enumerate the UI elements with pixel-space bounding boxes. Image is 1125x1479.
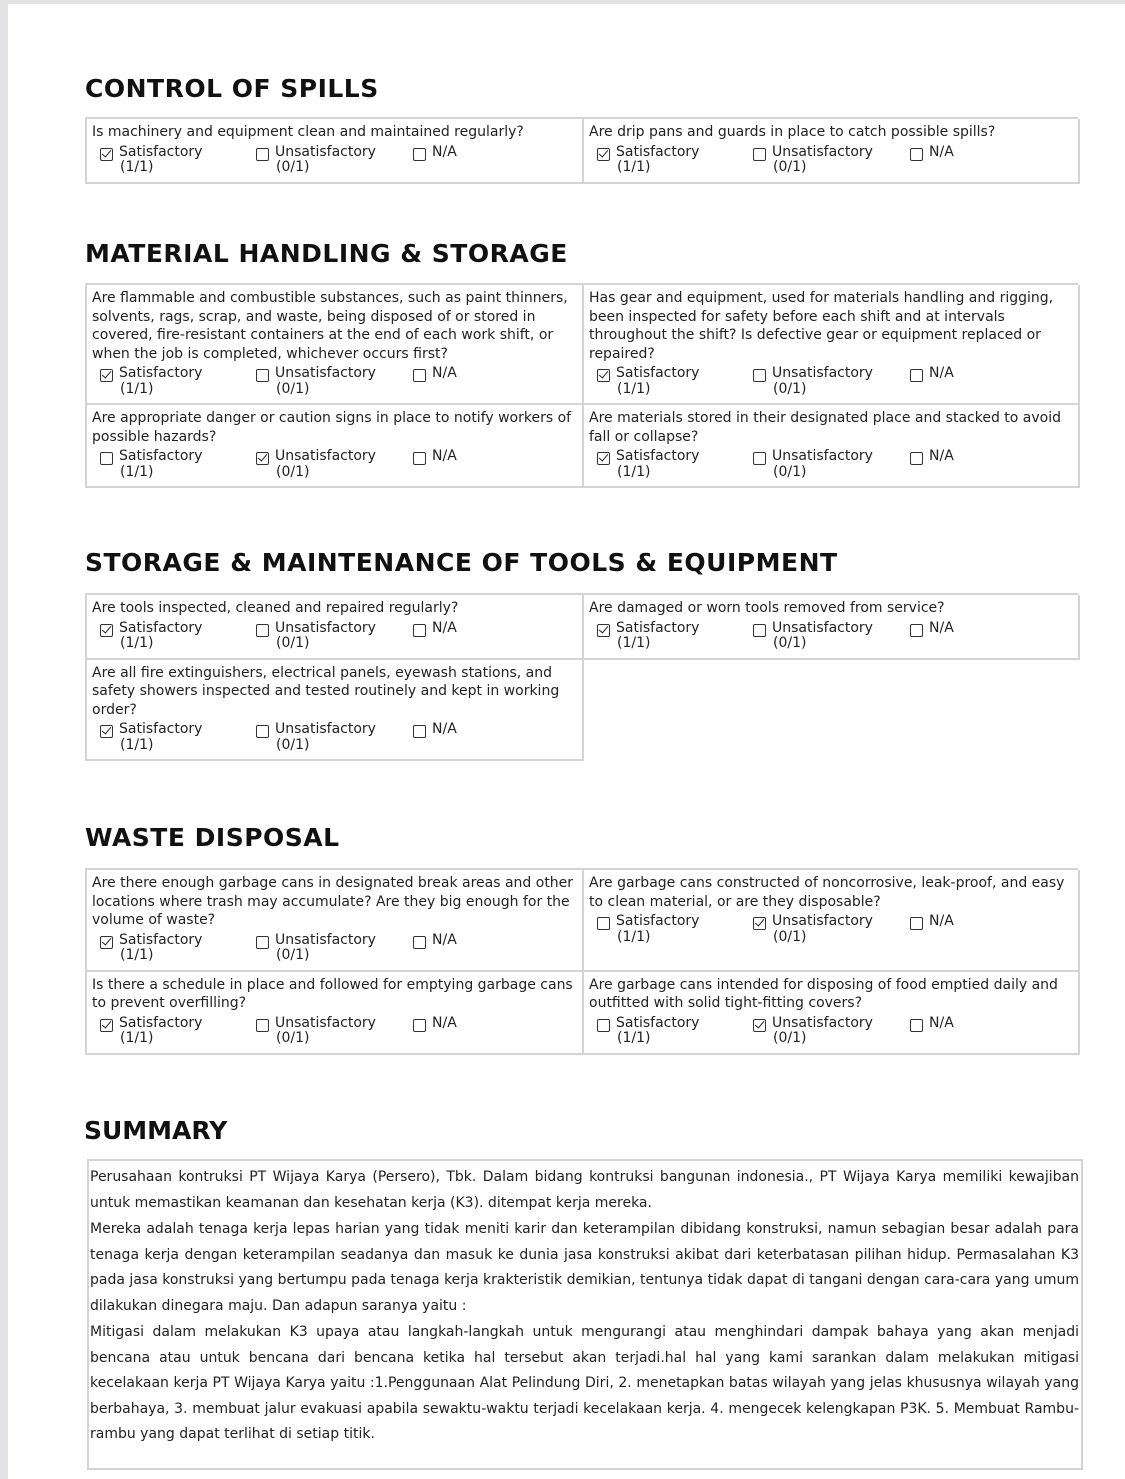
option-label: N/A: [432, 365, 457, 381]
option-score: (1/1): [617, 159, 651, 175]
checkbox-unsatisfactory[interactable]: [256, 725, 269, 738]
answer-options: [589, 1016, 1073, 1047]
option-score: (1/1): [617, 463, 651, 480]
checkbox-na[interactable]: [413, 1019, 426, 1032]
checkbox-na[interactable]: [910, 1019, 923, 1032]
option-unsatisfactory[interactable]: [753, 621, 910, 652]
option-na[interactable]: [413, 621, 457, 652]
option-label: Satisfactory: [119, 1014, 203, 1031]
question-text: Are tools inspected, cleaned and repaired regularly?: [92, 600, 459, 616]
option-na[interactable]: [413, 366, 457, 397]
option-unsatisfactory[interactable]: [256, 722, 413, 753]
option-label: Satisfactory: [616, 619, 700, 636]
checkbox-na[interactable]: [413, 624, 426, 637]
option-label: Unsatisfactory: [275, 143, 376, 160]
option-na[interactable]: [910, 145, 954, 176]
summary-paragraph: Mereka adalah tenaga kerja lepas harian yang tidak meniti karir dan keterampilan dibidang konstruksi, namun sebagian besar adalah para tenaga kerja dengan keterampilan seadanya dan masuk ke dunia jasa konstruksi akibat dari keterbatasan pilihan hidup. Permasalahan K3 pada jasa konstruksi yang bertumpu pada tenaga kerja krakteristik demikian, tentunya tidak dapat di tangani dengan cara-cara yang umum dilakukan dinegara maju. Dan adapun saranya yaitu :: [90, 1221, 1079, 1314]
option-label: Satisfactory: [119, 721, 203, 737]
checkbox-satisfactory-checked[interactable]: [597, 452, 610, 465]
empty-cell: [584, 660, 1080, 762]
question-cell: [87, 405, 584, 488]
option-unsatisfactory[interactable]: [256, 1016, 413, 1047]
option-satisfactory[interactable]: [100, 621, 256, 652]
option-score: (1/1): [120, 463, 154, 480]
option-score: (0/1): [276, 380, 310, 397]
option-score: (1/1): [120, 947, 154, 963]
answer-options: [92, 621, 577, 652]
option-unsatisfactory[interactable]: [256, 621, 413, 652]
option-unsatisfactory[interactable]: [256, 366, 413, 397]
question-cell: [584, 595, 1080, 660]
option-score: (1/1): [120, 1030, 154, 1046]
option-score: (1/1): [120, 159, 154, 175]
option-satisfactory[interactable]: [597, 1016, 753, 1047]
checkbox-na[interactable]: [910, 369, 923, 382]
option-label: N/A: [432, 143, 457, 160]
checkbox-na[interactable]: [413, 148, 426, 161]
section-title-waste-disposal: WASTE DISPOSAL: [85, 823, 340, 852]
option-score: (1/1): [617, 1030, 651, 1046]
section-control-of-spills: [85, 117, 1078, 184]
option-score: (1/1): [120, 736, 154, 753]
option-label: N/A: [929, 1014, 954, 1031]
option-satisfactory[interactable]: [100, 1016, 256, 1047]
option-satisfactory[interactable]: [597, 145, 753, 176]
option-satisfactory[interactable]: [597, 914, 753, 945]
answer-options: [92, 722, 577, 753]
option-na[interactable]: [910, 366, 954, 397]
question-text: Are garbage cans constructed of noncorrosive, leak-proof, and easy to clean material, or are they disposable?: [589, 875, 1065, 910]
question-text: Are there enough garbage cans in designated break areas and other locations where trash may accumulate? Are they big enough for the volume of waste?: [92, 875, 574, 928]
question-text: Is there a schedule in place and followed for emptying garbage cans to prevent overfilling?: [92, 976, 573, 1011]
question-cell: [87, 660, 584, 762]
option-score: (1/1): [120, 380, 154, 397]
option-na[interactable]: [910, 449, 954, 480]
option-score: (1/1): [120, 635, 154, 651]
option-na[interactable]: [413, 449, 457, 480]
checkbox-satisfactory-checked[interactable]: [100, 369, 113, 382]
option-score: (0/1): [276, 159, 310, 175]
checkbox-na[interactable]: [910, 148, 923, 161]
option-satisfactory[interactable]: [597, 449, 753, 480]
option-score: (0/1): [276, 1030, 310, 1046]
option-score: (1/1): [617, 635, 651, 651]
option-label: Satisfactory: [616, 448, 700, 464]
checkbox-unsatisfactory[interactable]: [256, 148, 269, 161]
option-satisfactory[interactable]: [100, 722, 256, 753]
option-satisfactory[interactable]: [100, 449, 256, 480]
checkbox-satisfactory-checked[interactable]: [597, 624, 610, 637]
question-cell: [87, 972, 584, 1055]
question-cell: [87, 285, 584, 405]
option-label: Unsatisfactory: [275, 931, 376, 948]
answer-options: [589, 449, 1073, 480]
option-unsatisfactory[interactable]: [256, 145, 413, 176]
option-satisfactory[interactable]: [100, 145, 256, 176]
option-satisfactory[interactable]: [100, 366, 256, 397]
answer-options: [589, 366, 1073, 397]
answer-options: [589, 914, 1073, 945]
option-score: (0/1): [773, 380, 807, 397]
checkbox-satisfactory-checked[interactable]: [100, 624, 113, 637]
option-label: Unsatisfactory: [772, 448, 873, 464]
option-label: Unsatisfactory: [772, 619, 873, 636]
option-label: Unsatisfactory: [772, 1014, 873, 1031]
checkbox-unsatisfactory[interactable]: [256, 1019, 269, 1032]
option-label: Satisfactory: [119, 143, 203, 160]
option-label: Satisfactory: [616, 1014, 700, 1031]
section-title-control-of-spills: CONTROL OF SPILLS: [85, 74, 379, 103]
option-label: N/A: [929, 619, 954, 636]
checkbox-unsatisfactory-checked[interactable]: [753, 1019, 766, 1032]
checkbox-na[interactable]: [413, 725, 426, 738]
checkbox-na[interactable]: [910, 917, 923, 930]
checkbox-satisfactory-checked[interactable]: [100, 725, 113, 738]
option-score: (0/1): [773, 1030, 807, 1046]
section-waste-disposal: [85, 868, 1078, 1055]
option-score: (0/1): [276, 463, 310, 480]
option-label: Satisfactory: [119, 619, 203, 636]
option-label: Unsatisfactory: [275, 721, 376, 737]
checkbox-na[interactable]: [910, 624, 923, 637]
option-label: N/A: [929, 913, 954, 929]
question-text: Are appropriate danger or caution signs in place to notify workers of possible hazards?: [92, 410, 572, 445]
answer-options: [92, 366, 577, 397]
option-label: N/A: [432, 721, 457, 737]
checkbox-satisfactory-checked[interactable]: [100, 1019, 113, 1032]
checkbox-unsatisfactory[interactable]: [753, 148, 766, 161]
section-title-tools-equipment: STORAGE & MAINTENANCE OF TOOLS & EQUIPMENT: [85, 548, 838, 577]
checkbox-na[interactable]: [413, 452, 426, 465]
option-unsatisfactory[interactable]: [753, 449, 910, 480]
option-score: (0/1): [276, 635, 310, 651]
option-label: Unsatisfactory: [275, 448, 376, 464]
option-unsatisfactory[interactable]: [256, 933, 413, 964]
option-score: (0/1): [276, 736, 310, 753]
question-text: Are garbage cans intended for disposing of food emptied daily and outfitted with solid tight-fitting covers?: [589, 976, 1058, 1011]
option-label: Satisfactory: [119, 365, 203, 381]
option-satisfactory[interactable]: [597, 366, 753, 397]
option-na[interactable]: [910, 621, 954, 652]
answer-options: [92, 145, 577, 176]
option-na[interactable]: [910, 914, 954, 945]
option-unsatisfactory[interactable]: [753, 1016, 910, 1047]
option-unsatisfactory[interactable]: [753, 145, 910, 176]
checkbox-unsatisfactory-checked[interactable]: [753, 917, 766, 930]
checkbox-unsatisfactory[interactable]: [753, 624, 766, 637]
checkbox-unsatisfactory[interactable]: [256, 936, 269, 949]
question-text: Has gear and equipment, used for materials handling and rigging, been inspected for safety before each shift and at intervals throughout the shift? Is defective gear or equipment replaced or repaired?: [589, 290, 1054, 362]
checkbox-satisfactory-checked[interactable]: [100, 936, 113, 949]
checkbox-unsatisfactory[interactable]: [753, 369, 766, 382]
summary-paragraph: Perusahaan kontruksi PT Wijaya Karya (Persero), Tbk. Dalam bidang kontruksi bangunan indonesia., PT Wijaya Karya memiliki kewajiban untuk memastikan keamanan dan kesehatan kerja (K3). ditempat kerja mereka.: [90, 1169, 1079, 1211]
option-label: N/A: [432, 619, 457, 636]
option-na[interactable]: [910, 1016, 954, 1047]
question-cell: [87, 595, 584, 660]
option-label: N/A: [929, 143, 954, 160]
option-score: (0/1): [773, 463, 807, 480]
option-unsatisfactory[interactable]: [256, 449, 413, 480]
question-text: Are damaged or worn tools removed from service?: [589, 600, 945, 616]
option-label: Unsatisfactory: [772, 913, 873, 929]
option-score: (1/1): [617, 380, 651, 397]
option-satisfactory[interactable]: [100, 933, 256, 964]
question-cell: [584, 870, 1080, 972]
option-label: N/A: [432, 1014, 457, 1031]
option-na[interactable]: [413, 933, 457, 964]
question-text: Are all fire extinguishers, electrical panels, eyewash stations, and safety showers inspected and tested routinely and kept in working order?: [92, 664, 560, 718]
section-material-handling: [85, 283, 1078, 488]
option-label: Unsatisfactory: [772, 365, 873, 381]
checkbox-satisfactory[interactable]: [100, 452, 113, 465]
option-score: (1/1): [617, 928, 651, 945]
option-label: N/A: [929, 365, 954, 381]
option-unsatisfactory[interactable]: [753, 914, 910, 945]
section-tools-equipment: [85, 593, 1078, 761]
checkbox-unsatisfactory[interactable]: [753, 452, 766, 465]
option-label: N/A: [929, 448, 954, 464]
checkbox-satisfactory[interactable]: [597, 917, 610, 930]
question-text: Is machinery and equipment clean and maintained regularly?: [92, 124, 524, 140]
option-label: Satisfactory: [119, 931, 203, 948]
answer-options: [92, 933, 577, 964]
option-na[interactable]: [413, 722, 457, 753]
option-label: Satisfactory: [119, 448, 203, 464]
checkbox-satisfactory-checked[interactable]: [597, 369, 610, 382]
question-cell: [584, 285, 1080, 405]
checkbox-na[interactable]: [413, 369, 426, 382]
option-label: Unsatisfactory: [275, 619, 376, 636]
checkbox-na[interactable]: [910, 452, 923, 465]
option-score: (0/1): [276, 947, 310, 963]
option-label: N/A: [432, 448, 457, 464]
answer-options: [92, 449, 577, 480]
answer-options: [92, 1016, 577, 1047]
option-label: Satisfactory: [616, 143, 700, 160]
checkbox-unsatisfactory[interactable]: [256, 369, 269, 382]
checkbox-unsatisfactory[interactable]: [256, 624, 269, 637]
section-title-material-handling: MATERIAL HANDLING & STORAGE: [85, 239, 568, 268]
option-na[interactable]: [413, 145, 457, 176]
checkbox-satisfactory-checked[interactable]: [100, 148, 113, 161]
option-label: Unsatisfactory: [275, 1014, 376, 1031]
option-satisfactory[interactable]: [597, 621, 753, 652]
option-unsatisfactory[interactable]: [753, 366, 910, 397]
checkbox-satisfactory-checked[interactable]: [597, 148, 610, 161]
question-cell: [87, 119, 584, 184]
option-label: Unsatisfactory: [275, 365, 376, 381]
report-page: [8, 4, 1125, 1479]
summary-text-box: [87, 1159, 1083, 1470]
answer-options: [589, 621, 1073, 652]
answer-options: [589, 145, 1073, 176]
option-score: (0/1): [773, 928, 807, 945]
option-label: Satisfactory: [616, 913, 700, 929]
summary-paragraph: Mitigasi dalam melakukan K3 upaya atau langkah-langkah untuk mengurangi atau menghindari dampak bahaya yang akan menjadi bencana atau untuk bencana dari bencana ketika hal tersebut akan terjadi.hal hal yang kami sarankan dalam melakukan mitigasi kecelakaan kerja PT Wijaya Karya yaitu :1.Penggunaan Alat Pelindung Diri, 2. menetapkan batas wilayah yang jelas khususnya wilayah yang berbahaya, 3. membuat jalur evakuasi apabila sewaktu-waktu terjadi kecelakaan kerja. 4. mengecek kelengkapan P3K. 5. Membuat Rambu-rambu yang dapat terlihat di setiap titik.: [90, 1324, 1079, 1442]
question-cell: [584, 972, 1080, 1055]
question-cell: [87, 870, 584, 972]
checkbox-satisfactory[interactable]: [597, 1019, 610, 1032]
summary-title: SUMMARY: [84, 1116, 228, 1145]
checkbox-unsatisfactory-checked[interactable]: [256, 452, 269, 465]
option-na[interactable]: [413, 1016, 457, 1047]
question-text: Are drip pans and guards in place to catch possible spills?: [589, 124, 996, 140]
question-text: Are materials stored in their designated place and stacked to avoid fall or collapse?: [589, 410, 1061, 445]
option-score: (0/1): [773, 635, 807, 651]
option-score: (0/1): [773, 159, 807, 175]
question-cell: [584, 405, 1080, 488]
question-text: Are flammable and combustible substances, such as paint thinners, solvents, rags, scrap, and waste, being disposed of or stored in covered, fire-resistant containers at the end of each work shift, or when the job is completed, whichever occurs first?: [92, 290, 568, 362]
option-label: Satisfactory: [616, 365, 700, 381]
question-cell: [584, 119, 1080, 184]
option-label: N/A: [432, 931, 457, 948]
checkbox-na[interactable]: [413, 936, 426, 949]
option-label: Unsatisfactory: [772, 143, 873, 160]
